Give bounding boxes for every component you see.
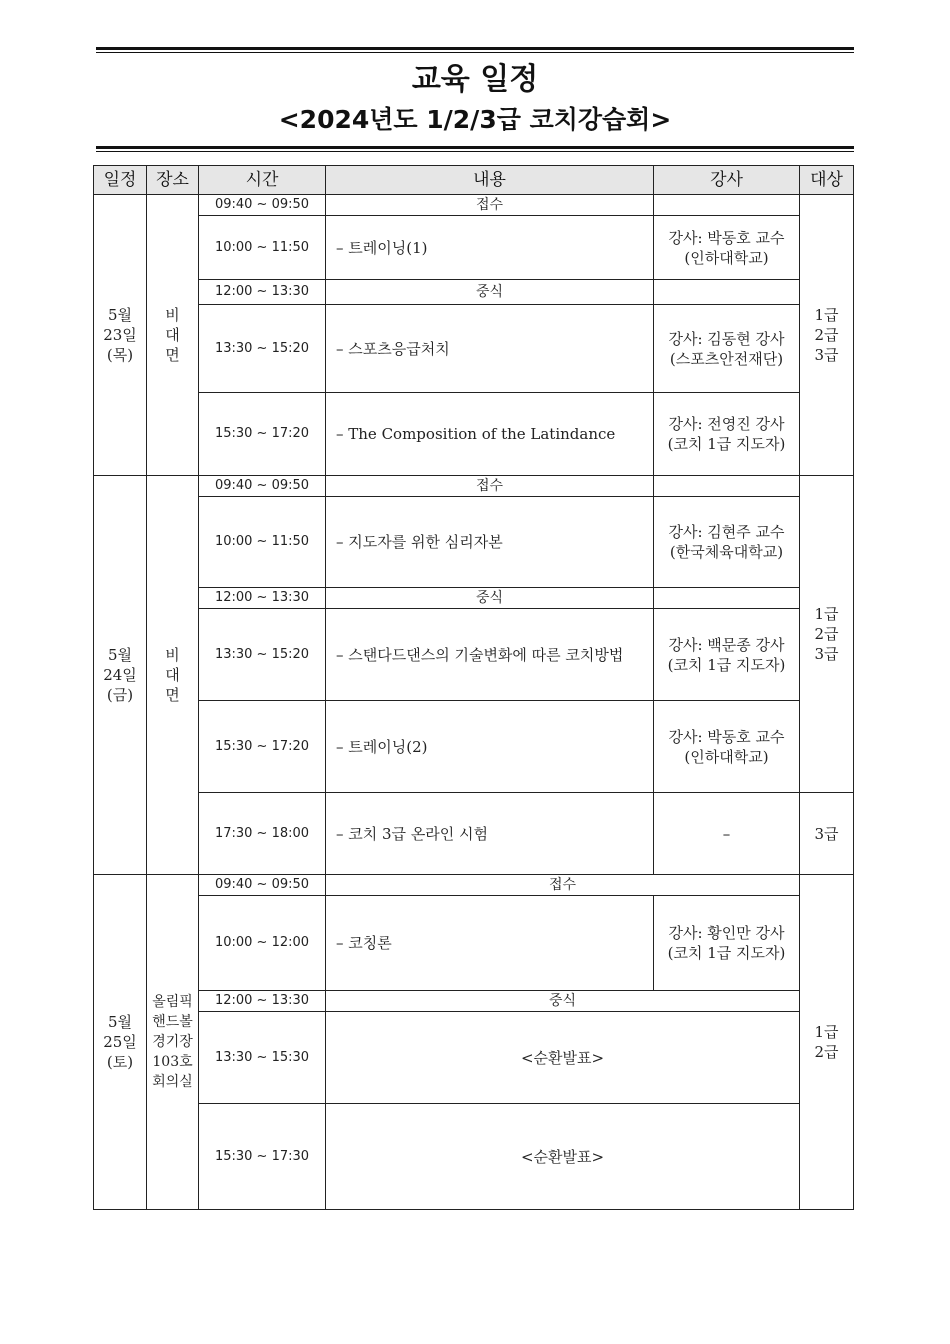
table-row: [94, 216, 854, 280]
lecturer-cell: 강사: 박동호 교수 (인하대학교): [654, 216, 800, 280]
content-cell: – 코칭론: [326, 896, 654, 991]
table-row: [94, 476, 854, 497]
page-subtitle: <2024년도 1/2/3급 코치강습회>: [278, 105, 672, 134]
lecturer-cell: 강사: 김현주 교수 (한국체육대학교): [654, 497, 800, 588]
time-cell: 15:30 ~ 17:20: [199, 701, 326, 793]
content-cell: – 스포츠응급처치: [326, 305, 654, 393]
page-title: 교육 일정: [411, 62, 539, 97]
date-cell: 5월 23일 (목): [94, 195, 147, 476]
table-row: [94, 991, 854, 1012]
bottom-rule-thick: [96, 146, 854, 149]
table-row: [94, 305, 854, 393]
table-row: [94, 497, 854, 588]
lecturer-cell: [654, 280, 800, 305]
time-cell: 10:00 ~ 11:50: [199, 216, 326, 280]
place-cell: 비 대 면: [147, 476, 199, 875]
time-cell: 13:30 ~ 15:20: [199, 609, 326, 701]
time-cell: 15:30 ~ 17:20: [199, 393, 326, 476]
time-cell: 13:30 ~ 15:30: [199, 1012, 326, 1104]
table-row: [94, 875, 854, 896]
time-cell: 10:00 ~ 12:00: [199, 896, 326, 991]
lecturer-cell: [654, 195, 800, 216]
lecturer-cell: –: [654, 793, 800, 875]
target-cell: 1급 2급 3급: [800, 195, 854, 476]
top-rule-thin: [96, 52, 854, 53]
content-cell: – 스탠다드댄스의 기술변화에 따른 코치방법: [326, 609, 654, 701]
lecturer-cell: 강사: 전영진 강사 (코치 1급 지도자): [654, 393, 800, 476]
content-cell: – 트레이닝(2): [326, 701, 654, 793]
table-row: [94, 588, 854, 609]
date-cell: 5월 25일 (토): [94, 875, 147, 1210]
lecturer-cell: 강사: 김동현 강사 (스포츠안전재단): [654, 305, 800, 393]
time-cell: 12:00 ~ 13:30: [199, 280, 326, 305]
header-lecturer: 강사: [654, 166, 800, 195]
header-row: [94, 166, 854, 195]
content-cell: – 코치 3급 온라인 시험: [326, 793, 654, 875]
content-cell: 접수: [326, 195, 654, 216]
time-cell: 10:00 ~ 11:50: [199, 497, 326, 588]
time-cell: 09:40 ~ 09:50: [199, 476, 326, 497]
place-cell: 올림픽 핸드볼 경기장 103호 회의실: [147, 875, 199, 1210]
table-row: [94, 701, 854, 793]
table-row: [94, 896, 854, 991]
time-cell: 09:40 ~ 09:50: [199, 195, 326, 216]
content-cell: 중식: [326, 588, 654, 609]
table-row: [94, 1012, 854, 1104]
header-target: 대상: [800, 166, 854, 195]
header-place: 장소: [147, 166, 199, 195]
time-cell: 12:00 ~ 13:30: [199, 991, 326, 1012]
schedule-table: [93, 165, 854, 1210]
table-row: [94, 1104, 854, 1210]
bottom-rule-thin: [96, 151, 854, 152]
table-row: [94, 393, 854, 476]
content-cell: <순환발표>: [326, 1104, 800, 1210]
table-row: [94, 280, 854, 305]
date-cell: 5월 24일 (금): [94, 476, 147, 875]
target-cell: 3급: [800, 793, 854, 875]
lecturer-cell: [654, 476, 800, 497]
time-cell: 09:40 ~ 09:50: [199, 875, 326, 896]
target-cell: 1급 2급 3급: [800, 476, 854, 793]
lecturer-cell: [654, 588, 800, 609]
top-rule-thick: [96, 47, 854, 50]
content-cell: 중식: [326, 991, 800, 1012]
content-cell: – 지도자를 위한 심리자본: [326, 497, 654, 588]
time-cell: 12:00 ~ 13:30: [199, 588, 326, 609]
header-time: 시간: [199, 166, 326, 195]
table-row: [94, 793, 854, 875]
target-cell: 1급 2급: [800, 875, 854, 1210]
time-cell: 13:30 ~ 15:20: [199, 305, 326, 393]
table-row: [94, 609, 854, 701]
content-cell: 접수: [326, 875, 800, 896]
content-cell: 중식: [326, 280, 654, 305]
content-cell: – The Composition of the Latindance: [326, 393, 654, 476]
place-cell: 비 대 면: [147, 195, 199, 476]
content-cell: – 트레이닝(1): [326, 216, 654, 280]
time-cell: 15:30 ~ 17:30: [199, 1104, 326, 1210]
lecturer-cell: 강사: 박동호 교수 (인하대학교): [654, 701, 800, 793]
header-date: 일정: [94, 166, 147, 195]
lecturer-cell: 강사: 백문종 강사 (코치 1급 지도자): [654, 609, 800, 701]
lecturer-cell: 강사: 황인만 강사 (코치 1급 지도자): [654, 896, 800, 991]
time-cell: 17:30 ~ 18:00: [199, 793, 326, 875]
content-cell: <순환발표>: [326, 1012, 800, 1104]
table-row: [94, 195, 854, 216]
content-cell: 접수: [326, 476, 654, 497]
header-content: 내용: [326, 166, 654, 195]
